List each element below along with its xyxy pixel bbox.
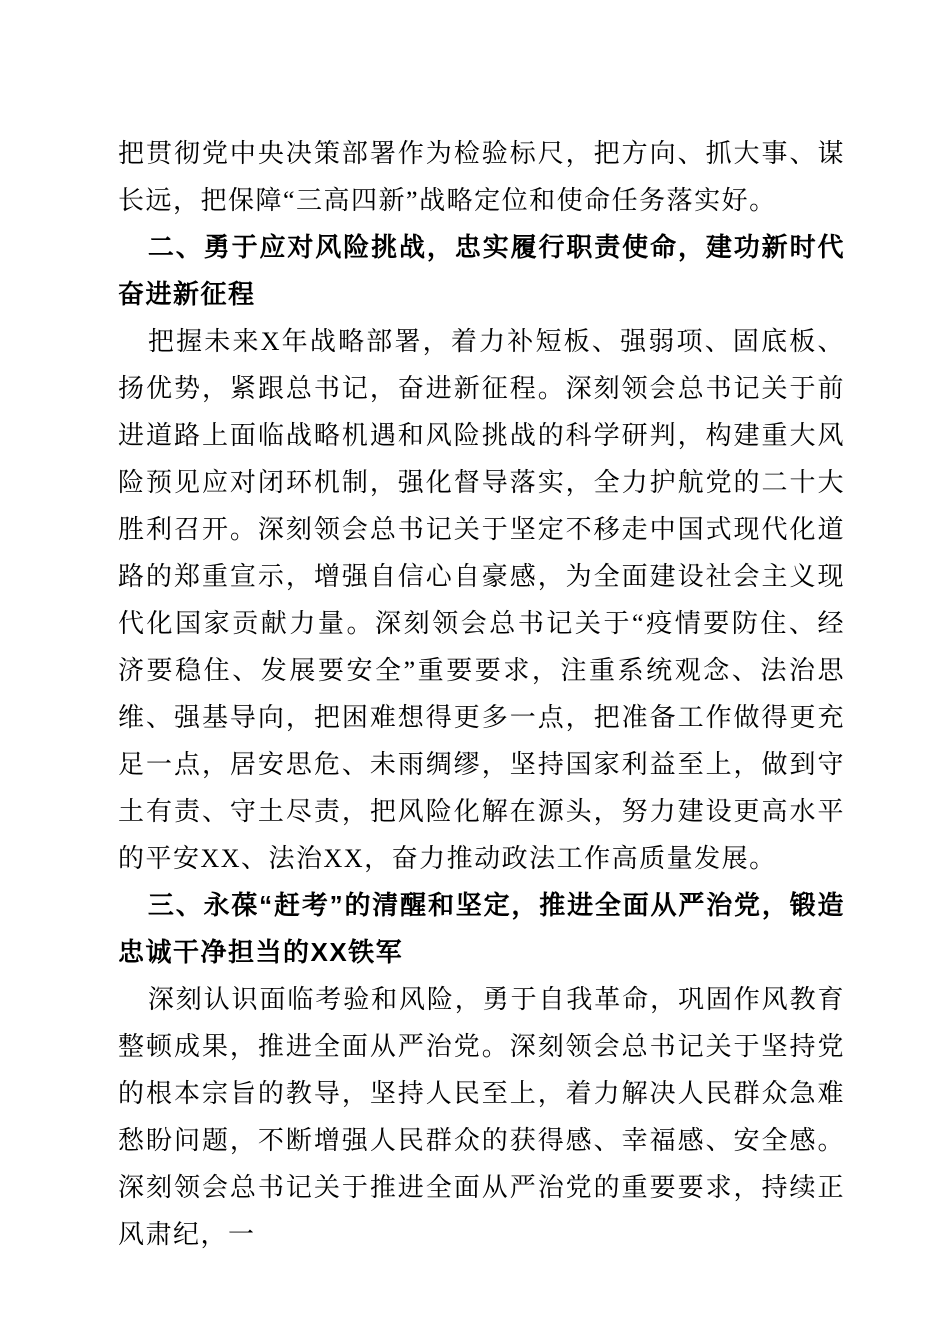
section-heading-2: 二、勇于应对风险挑战，忠实履行职责使命，建功新时代奋进新征程 — [118, 232, 845, 309]
section-heading-3: 三、永葆“赶考”的清醒和坚定，推进全面从严治党，锻造忠诚干净担当的XX铁军 — [118, 890, 845, 967]
paragraph-section-2: 把握未来X年战略部署，着力补短板、强弱项、固底板、扬优势，紧跟总书记，奋进新征程。深刻领会总书记关于前进道路上面临战略机遇和风险挑战的科学研判，构建重大风险预见应对闭环机制，强化督导落实，全力护航党的二十大胜利召开。深刻领会总书记关于坚定不移走中国式现代化道路的郑重宣示，增强自信心自豪感，为全面建设社会主义现代化国家贡献力量。深刻领会总书记关于“疫情要防住、经济要稳住、发展要安全”重要要求，注重系统观念、法治思维、强基导向，把困难想得更多一点，把准备工作做得更充足一点，居安思危、未雨绸缪，坚持国家利益至上，做到守土有责、守土尽责，把风险化解在源头，努力建设更高水平的平安XX、法治XX，奋力推动政法工作高质量发展。 — [118, 327, 845, 873]
document-body — [118, 130, 845, 1258]
paragraph-continuation: 把贯彻党中央决策部署作为检验标尺，把方向、抓大事、谋长远，把保障“三高四新”战略定位和使命任务落实好。 — [118, 139, 845, 215]
paragraph-section-3: 深刻认识面临考验和风险，勇于自我革命，巩固作风教育整顿成果，推进全面从严治党。深刻领会总书记关于坚持党的根本宗旨的教导，坚持人民至上，着力解决人民群众急难愁盼问题，不断增强人民群众的获得感、幸福感、安全感。深刻领会总书记关于推进全面从严治党的重要要求，持续正风肃纪，一 — [118, 985, 845, 1249]
